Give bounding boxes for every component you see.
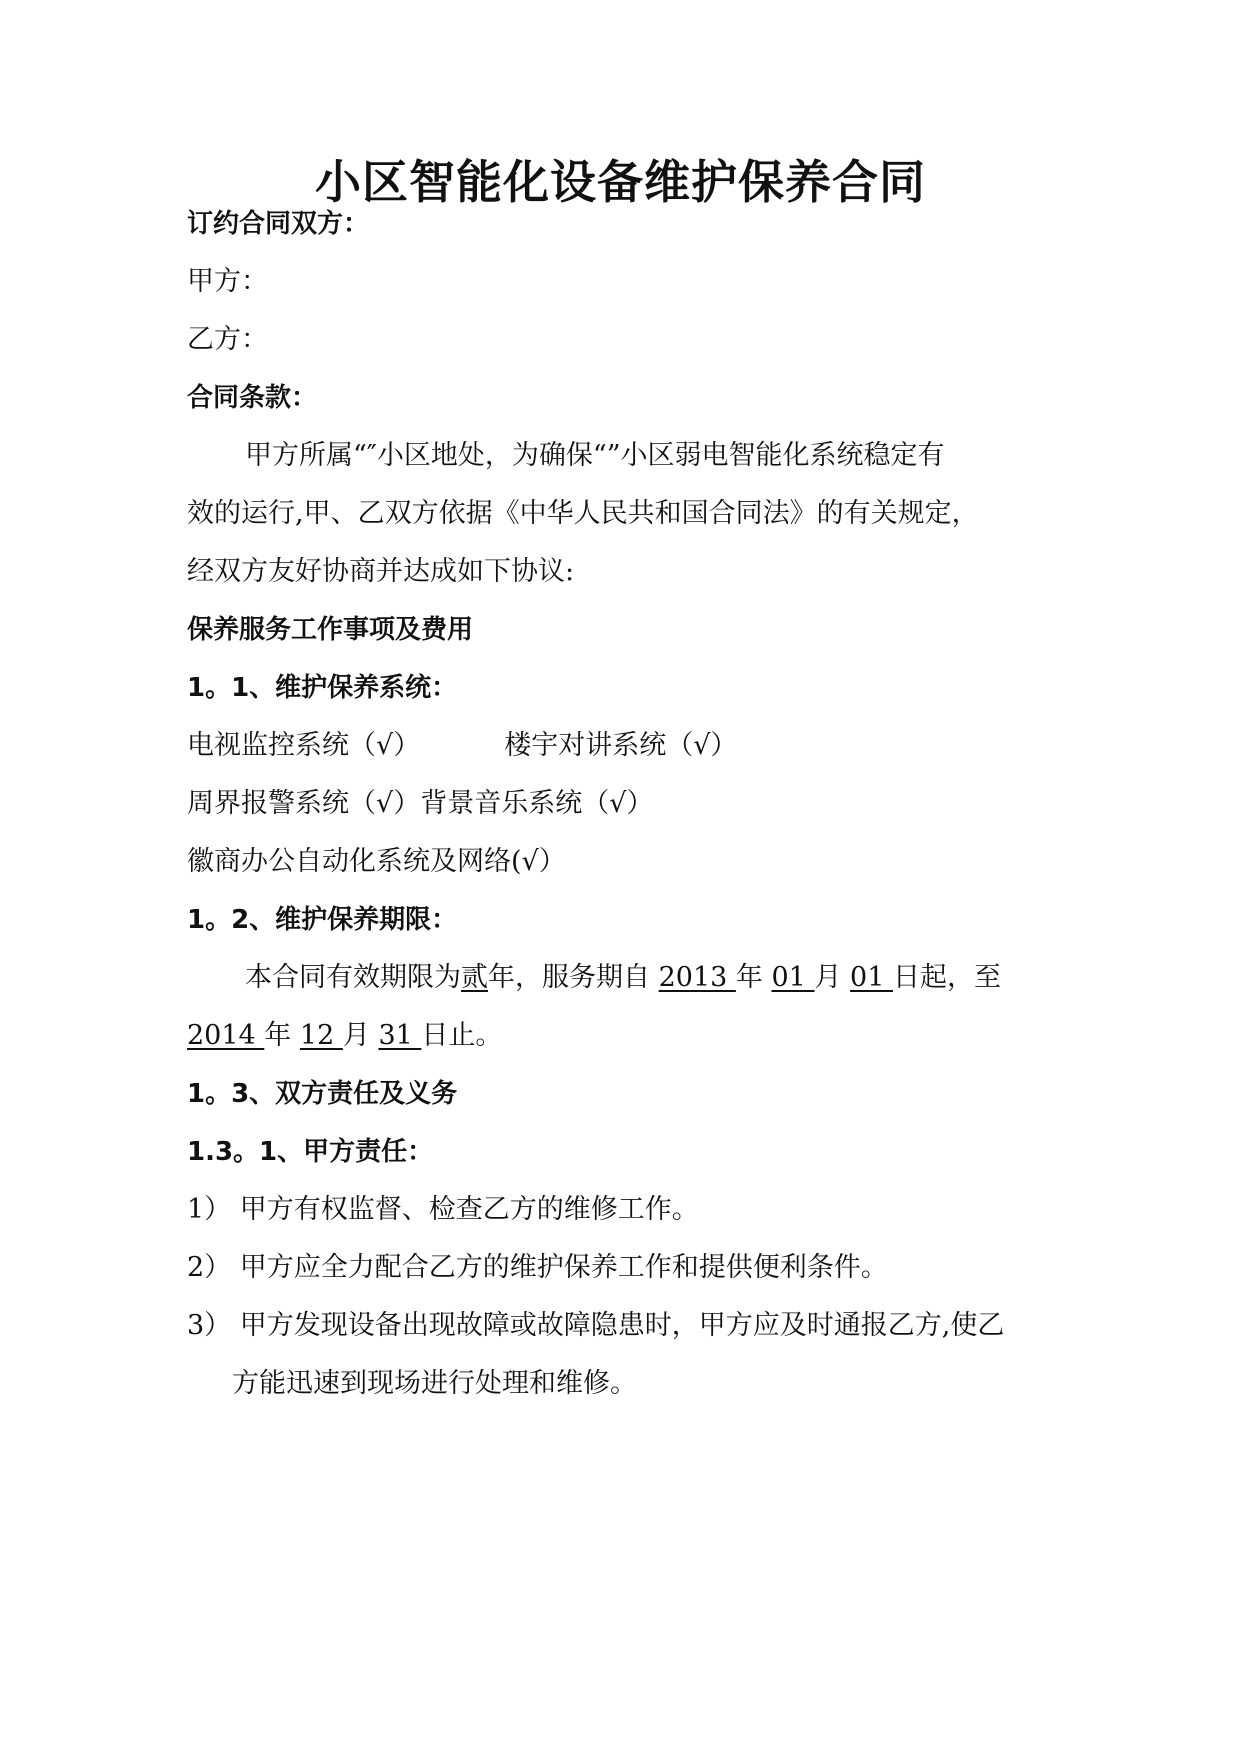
section-1-3-1-heading: 1.3。1、甲方责任：: [187, 1137, 434, 1167]
intro-line-3: 经双方友好协商并达成如下协议:: [187, 556, 575, 587]
period-years: 贰: [461, 962, 488, 993]
parties-heading: 订约合同双方：: [187, 209, 370, 239]
system-building-intercom: 楼宇对讲系统（√）: [504, 730, 738, 761]
party-a-label: 甲方：: [187, 266, 268, 297]
duty-item-2: 2） 甲方应全力配合乙方的维护保养工作和提供便利条件。: [187, 1252, 888, 1283]
end-year: 2014: [187, 1020, 265, 1051]
period-text: 月: [814, 962, 851, 993]
party-b-label: 乙方：: [187, 324, 268, 355]
duty-item-3: 3） 甲方发现设备出现故障或故障隐患时，甲方应及时通报乙方,使乙: [187, 1310, 1005, 1341]
section-1-1-heading: 1。1、维护保养系统：: [187, 673, 458, 703]
period-text: 年: [735, 962, 772, 993]
duty-item-3-continued: 方能迅速到现场进行处理和维修。: [232, 1368, 637, 1399]
systems-row-1: [187, 728, 737, 764]
system-background-music: 背景音乐系统（√）: [420, 788, 654, 819]
intro-line-2: 效的运行,甲、乙双方依据《中华人民共和国合同法》的有关规定，: [187, 498, 979, 529]
period-text: 年: [264, 1020, 300, 1051]
period-text: 日起，至: [892, 962, 1001, 993]
period-text: 年，服务期自: [488, 962, 659, 993]
service-heading: 保养服务工作事项及费用: [187, 615, 474, 645]
period-text: 月: [342, 1020, 379, 1051]
systems-row-3: 徽商办公自动化系统及网络(√）: [187, 846, 566, 877]
period-line-2: [187, 1018, 502, 1054]
systems-row-2: [187, 786, 653, 822]
document-title: 小区智能化设备维护保养合同: [315, 155, 926, 209]
start-year: 2013: [658, 962, 736, 993]
system-perimeter-alarm: 周界报警系统（√）: [187, 788, 421, 819]
intro-line-1: 甲方所属“″小区地处，为确保“”小区弱电智能化系统稳定有: [245, 440, 945, 471]
period-text: 日止。: [421, 1020, 503, 1051]
end-month: 12: [299, 1020, 343, 1051]
duty-item-1: 1） 甲方有权监督、检查乙方的维修工作。: [187, 1194, 699, 1225]
period-line-1: [245, 960, 1001, 996]
start-day: 01: [850, 962, 893, 993]
system-tv-monitoring: 电视监控系统（√）: [187, 730, 421, 761]
end-day: 31: [378, 1020, 422, 1051]
period-text: 本合同有效期限为: [245, 962, 461, 993]
terms-heading: 合同条款：: [187, 383, 318, 413]
section-1-3-heading: 1。3、双方责任及义务: [187, 1079, 458, 1109]
start-month: 01: [771, 962, 815, 993]
section-1-2-heading: 1。2、维护保养期限：: [187, 905, 458, 935]
